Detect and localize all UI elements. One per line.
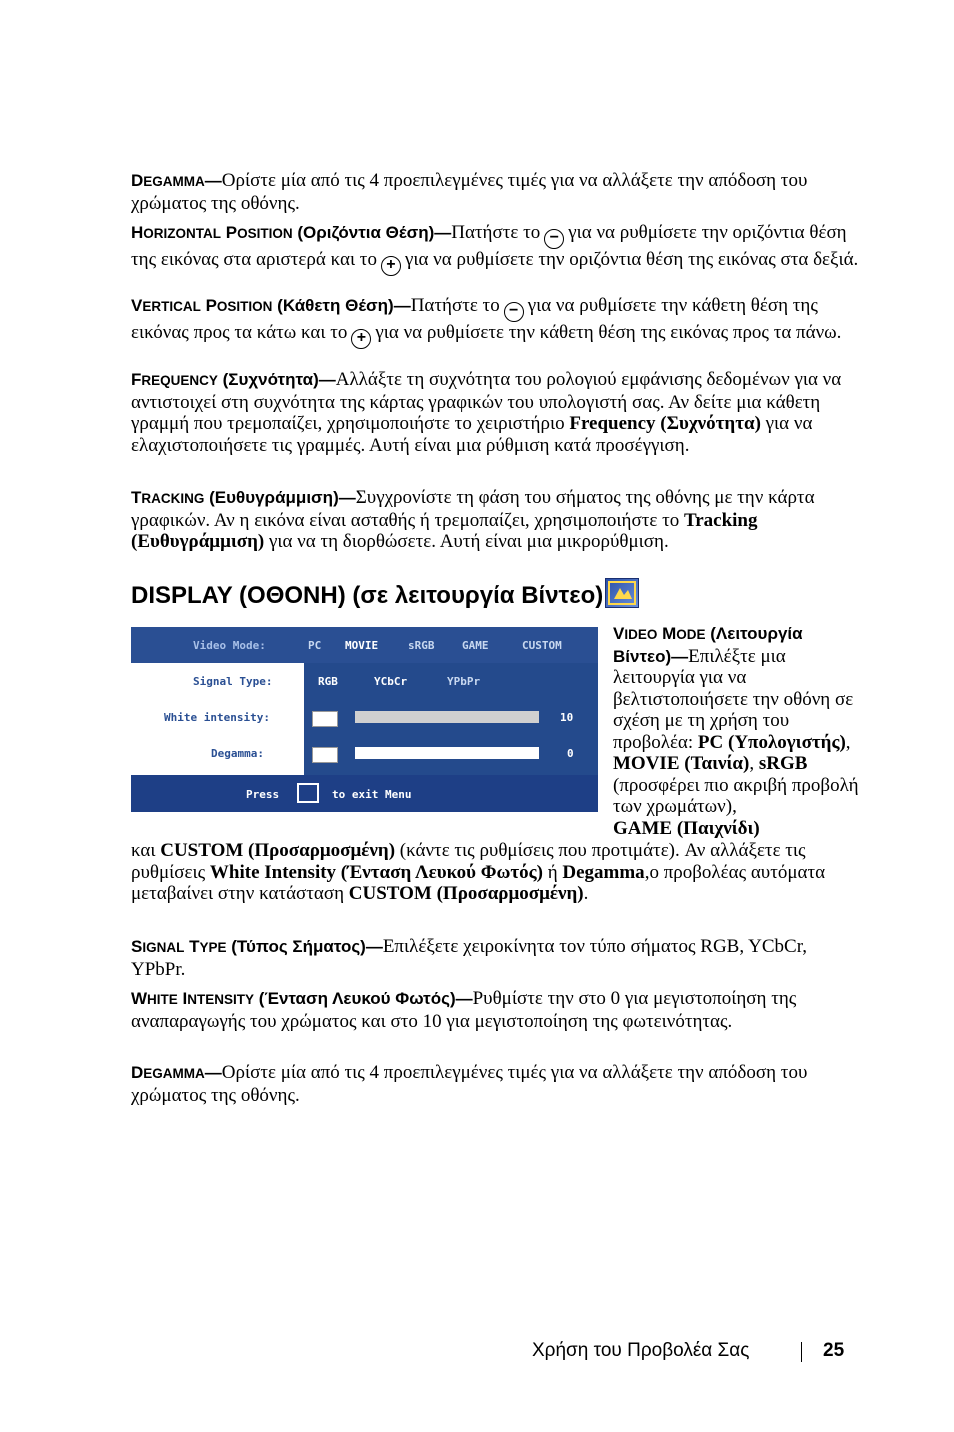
signal-ycbcr: YCbCr — [374, 675, 408, 688]
mode-custom: CUSTOM — [522, 639, 562, 652]
degamma-paragraph-top — [131, 170, 861, 214]
exit-hint-pre: Press — [246, 788, 280, 801]
minus-icon: − — [544, 229, 564, 249]
degamma-icon — [312, 747, 338, 763]
plus-icon: + — [381, 256, 401, 276]
mode-movie: MOVIE — [345, 639, 379, 652]
signal-ypbpr: YPbPr — [447, 675, 481, 688]
degamma-paragraph-bottom: DEGAMMA—Ορίστε μία από τις 4 προεπιλεγμένες τιμές για να αλλάξετε την απόδοση του χρώματος της οθόνης. — [131, 1062, 808, 1106]
mode-game: GAME — [462, 639, 489, 652]
white-intensity-label: White intensity: — [164, 711, 270, 724]
tracking-paragraph: TRACKING (Ευθυγράμμιση)—Συγχρονίστε τη φάση του σήματος της οθόνης με την κάρτα γραφικών. Αν η εικόνα είναι ασταθής ή τρεμοπαίζει, χρησιμοποιήστε το Tracking (Ευθυγράμμιση) για να τη διορθώσετε. Αυτή είναι μια μικρορύθμιση. — [131, 487, 815, 552]
white-intensity-bar — [355, 711, 539, 723]
tracking-heading: TRACKING (Ευθυγράμμιση)— — [131, 488, 356, 507]
degamma-label: Degamma: — [211, 747, 264, 760]
horizontal-position-paragraph: HORIZONTAL POSITION (Οριζόντια Θέση)—Πατήστε το − για να ρυθμίσετε την οριζόντια θέση της εικόνας στα αριστερά και το + για να ρυθμίσετε την οριζόντια θέση της εικόνας στα δεξιά. — [131, 222, 861, 276]
vertical-position-heading: VERTICAL POSITION (Κάθετη Θέση)— — [131, 296, 411, 315]
plus-icon: + — [351, 329, 371, 349]
exit-hint-post: to exit Menu — [332, 788, 412, 801]
display-icon — [605, 578, 639, 608]
white-intensity-heading: WHITE INTENSITY (Ένταση Λευκού Φωτός)— — [131, 989, 473, 1008]
footer-divider — [801, 1342, 802, 1362]
footer-chapter: Χρήση του Προβολέα Σας — [532, 1340, 750, 1361]
signal-type-heading: SIGNAL TYPE (Τύπος Σήματος)— — [131, 937, 383, 956]
signal-rgb: RGB — [318, 675, 338, 688]
menu-button-icon — [297, 783, 319, 803]
osd-menu-image — [131, 627, 598, 812]
minus-icon: − — [504, 302, 524, 322]
degamma-text: Ορίστε μία από τις 4 προεπιλεγμένες τιμές για να αλλάξετε την απόδοση του χρώματος της οθόνης. — [131, 170, 808, 214]
mode-pc: PC — [308, 639, 322, 652]
signal-type-label: Signal Type: — [193, 675, 273, 688]
white-intensity-value: 10 — [560, 711, 574, 724]
degamma-heading: DEGAMMA— — [131, 171, 222, 190]
vertical-position-paragraph: VERTICAL POSITION (Κάθετη Θέση)—Πατήστε το − για να ρυθμίσετε την κάθετη θέση της εικόνας προς τα κάτω και το + για να ρυθμίσετε την κάθετη θέση της εικόνας προς τα πάνω. — [131, 295, 861, 349]
frequency-heading: FREQUENCY (Συχνότητα)— — [131, 370, 336, 389]
page-number: 25 — [823, 1340, 845, 1361]
signal-type-paragraph: SIGNAL TYPE (Τύπος Σήματος)—Επιλέξετε χειροκίνητα τον τύπο σήματος RGB, YCbCr, YPbPr. — [131, 936, 808, 980]
mode-srgb: sRGB — [408, 639, 435, 652]
white-intensity-icon — [312, 711, 338, 727]
horizontal-position-heading: HORIZONTAL POSITION (Οριζόντια Θέση)— — [131, 223, 452, 242]
video-mode-paragraph-continued: και CUSTOM (Προσαρμοσμένη) (κάντε τις ρυθμίσεις που προτιμάτε). Αν αλλάξετε τις ρυθμίσεις White Intensity (Ένταση Λευκού Φωτός) ή Degamma,ο προβολέας αυτόματα μεταβαίνει στην κατάσταση CUSTOM (Προσαρμοσμένη). — [131, 840, 826, 904]
degamma-heading: DEGAMMA— — [131, 1063, 222, 1082]
degamma-value: 0 — [567, 747, 574, 760]
white-intensity-paragraph: WHITE INTENSITY (Ένταση Λευκού Φωτός)—Ρυθμίστε την στο 0 για μεγιστοποίηση της αναπαραγωγής του χρώματος και στο 10 για μεγιστοποίηση της φωτεινότητας. — [131, 988, 797, 1032]
degamma-bar — [355, 747, 539, 759]
video-mode-heading: VIDEO MODE (Λειτουργία Βίντεο)— — [613, 624, 803, 666]
video-mode-paragraph: VIDEO MODE (Λειτουργία Βίντεο)—Επιλέξτε μια λειτουργία για να βελτιστοποιήσετε την οθόνη σε σχέση με τη χρήση του προβολέα: PC (Υπολογιστής), MOVIE (Ταινία), sRGB (προσφέρει πιο ακριβή προβολή των χρωμάτων), — [613, 624, 859, 817]
section-title: DISPLAY (ΟΘΟΝΗ) (σε λειτουργία Βίντεο) — [131, 578, 639, 610]
video-mode-label: Video Mode: — [193, 639, 266, 652]
frequency-paragraph: FREQUENCY (Συχνότητα)—Αλλάξτε τη συχνότητα του ρολογιού εμφάνισης δεδομένων για να αντιστοιχεί στη συχνότητα της κάρτας γραφικών του υπολογιστή σας. Αν δείτε μια κάθετη γραμμή που τρεμοπαίζει, χρησιμοποιήστε το χειριστήριο Frequency (Συχνότητα) για να ελαχιστοποιήσετε τις γραμμές. Αυτή είναι μια ρύθμιση κατά προσέγγιση. — [131, 369, 842, 456]
video-mode-paragraph-game: GAME (Παιχνίδι) — [613, 818, 760, 839]
